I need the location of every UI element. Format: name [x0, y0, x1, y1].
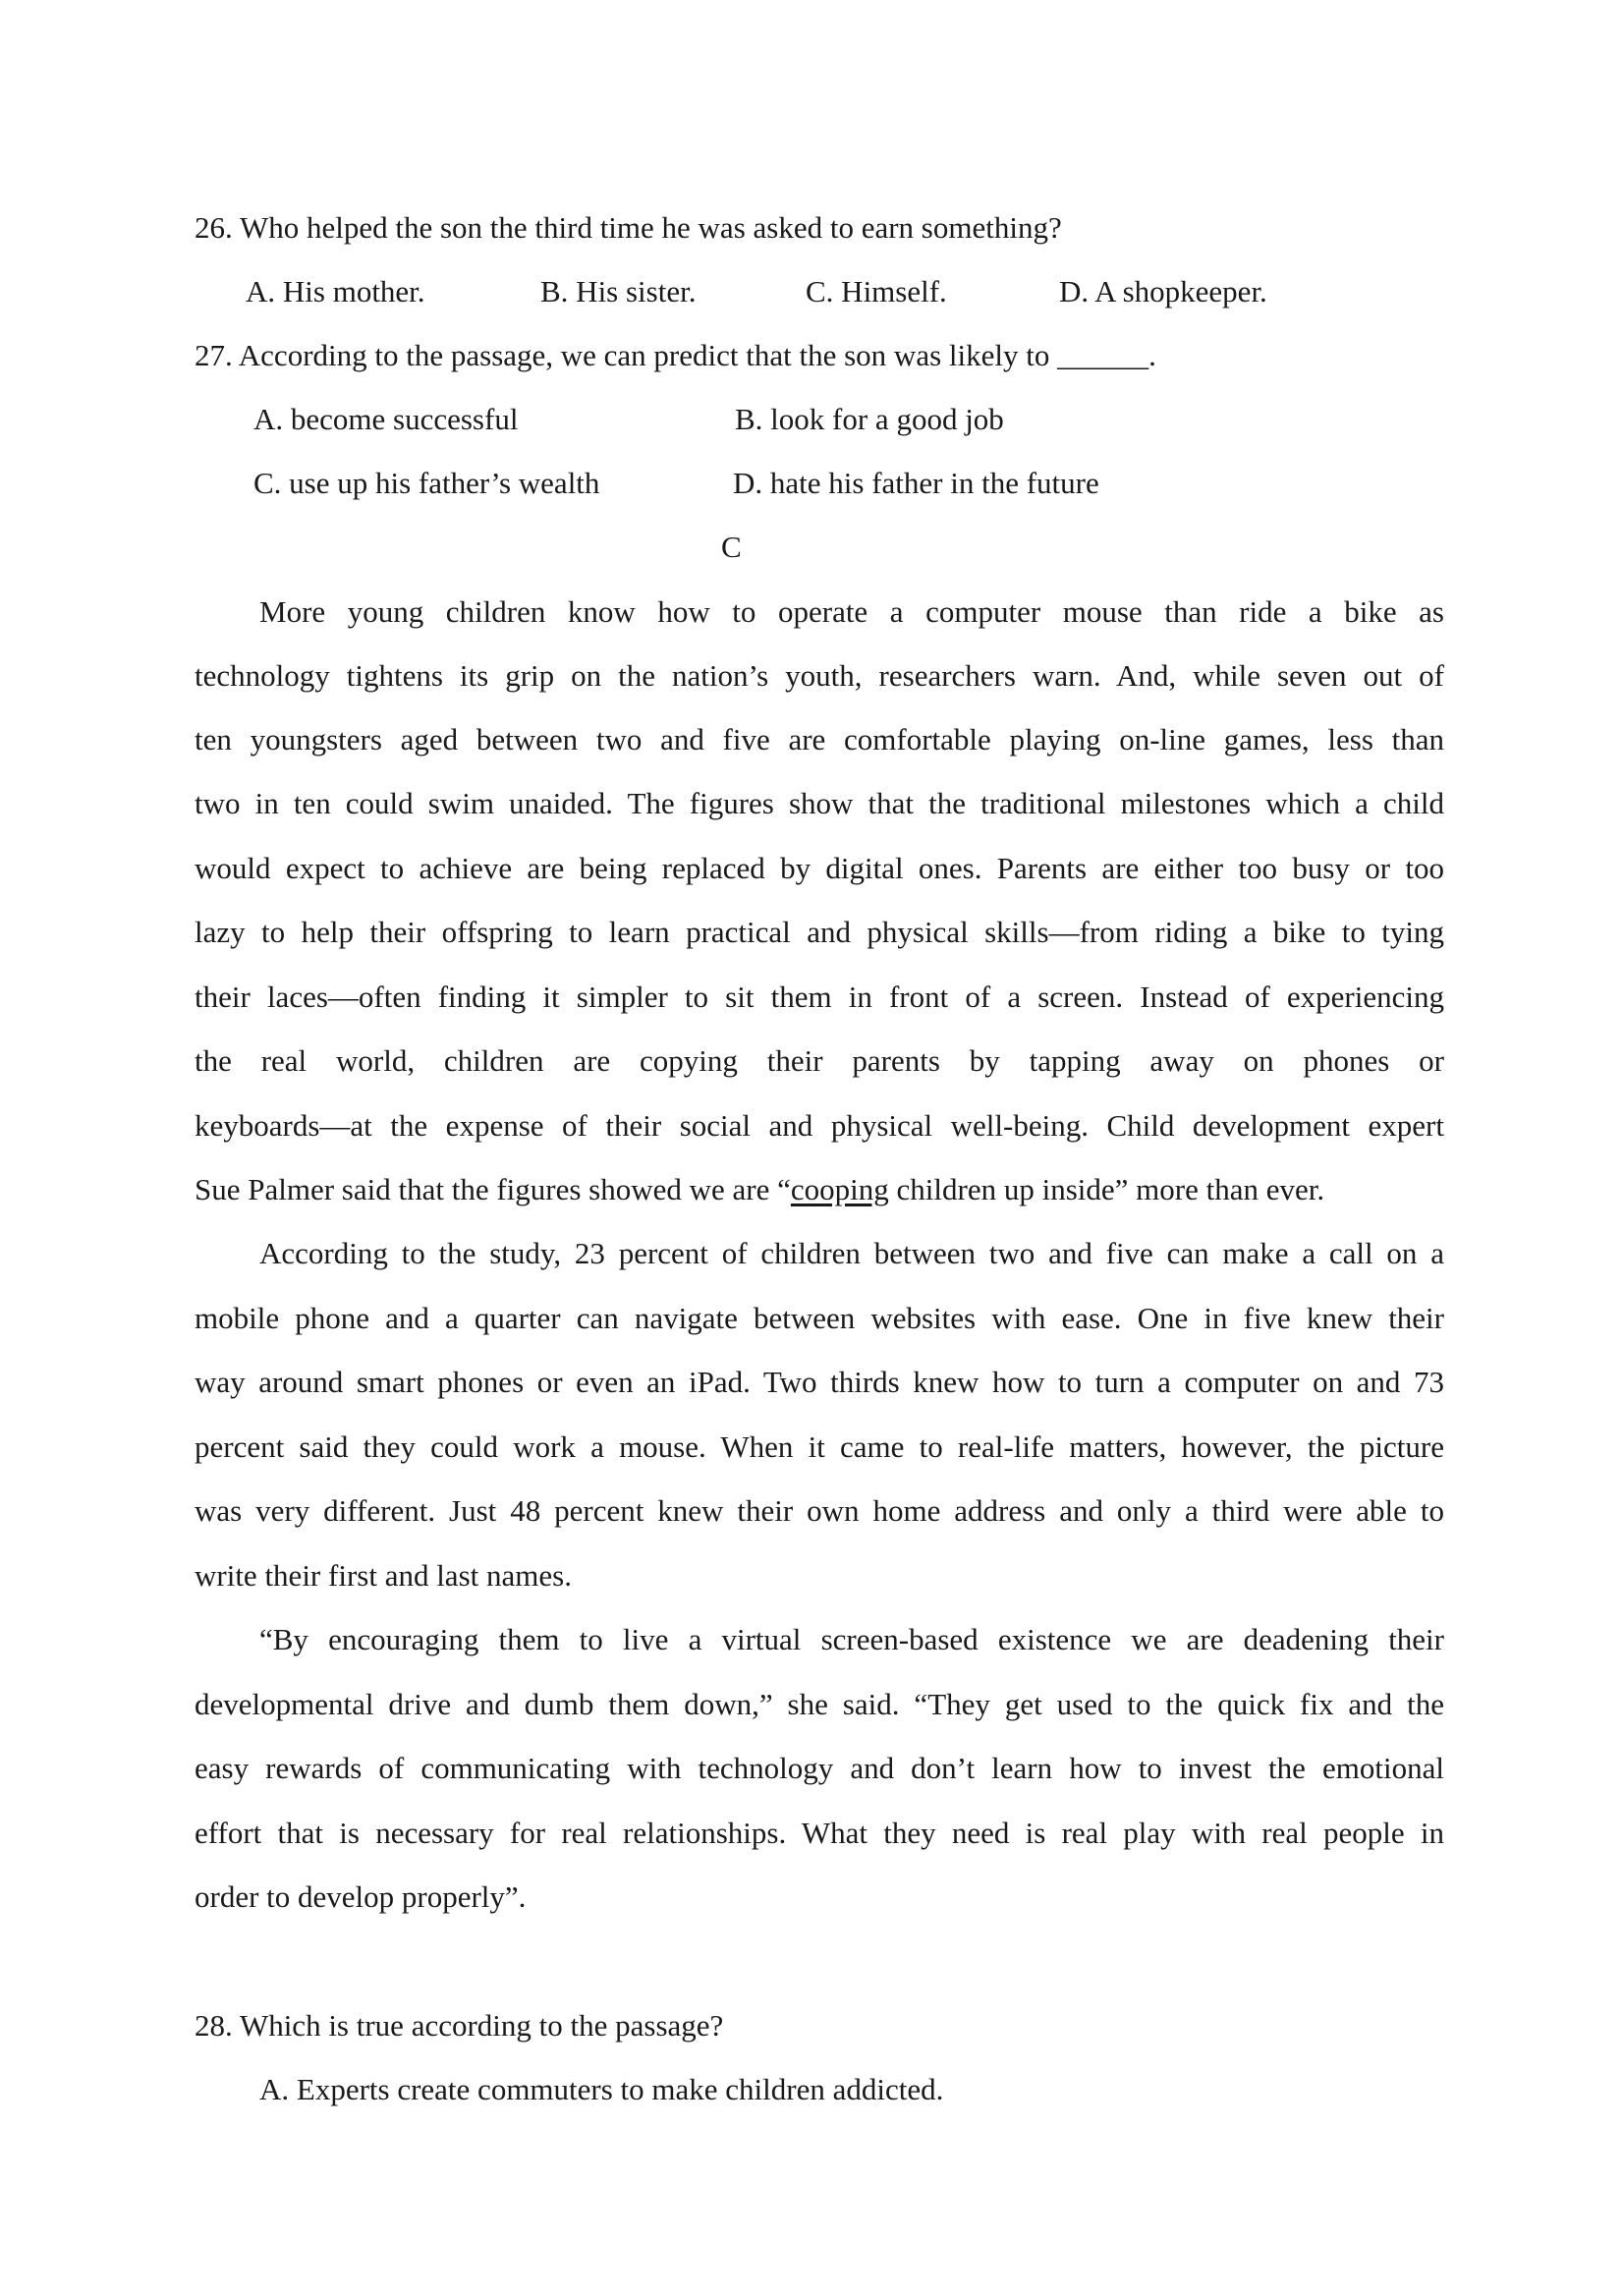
passage-line: their laces—often finding it simpler to sit them in front of a screen. Instead of experiencing: [195, 980, 1444, 1014]
passage-line: More young children know how to operate a computer mouse than ride a bike as: [259, 594, 1444, 629]
passage-text: Sue Palmer said that the figures showed we are “: [195, 1172, 791, 1206]
passage-line: was very different. Just 48 percent knew their own home address and only a third were able to: [195, 1493, 1444, 1528]
passage-line-last: [195, 1170, 1324, 1209]
passage-line: percent said they could work a mouse. When it came to real-life matters, however, the picture: [195, 1429, 1444, 1464]
q28-option-a: A. Experts create commuters to make children addicted.: [259, 2072, 944, 2106]
q27-option-c: C. use up his father’s wealth: [253, 466, 600, 500]
question-27-stem: 27. According to the passage, we can predict that the son was likely to ______.: [195, 338, 1156, 372]
q27-option-d: D. hate his father in the future: [733, 466, 1099, 500]
q27-option-a: A. become successful: [253, 402, 519, 436]
q26-option-a: A. His mother.: [246, 274, 425, 308]
question-26-stem: 26. Who helped the son the third time he was asked to earn something?: [195, 210, 1062, 245]
q26-option-d: D. A shopkeeper.: [1059, 274, 1267, 308]
passage-line: easy rewards of communicating with technology and don’t learn how to invest the emotional: [195, 1751, 1444, 1785]
passage-line: developmental drive and dumb them down,” she said. “They get used to the quick fix and the: [195, 1687, 1444, 1721]
passage-line: “By encouraging them to live a virtual screen-based existence we are deadening their: [259, 1622, 1444, 1656]
passage-line: way around smart phones or even an iPad. Two thirds knew how to turn a computer on and 73: [195, 1365, 1444, 1399]
passage-line: lazy to help their offspring to learn practical and physical skills—from riding a bike to tying: [195, 915, 1444, 949]
passage-text: children up inside” more than ever.: [888, 1172, 1325, 1206]
q27-option-b: B. look for a good job: [735, 402, 1004, 436]
passage-line: mobile phone and a quarter can navigate between websites with ease. One in five knew their: [195, 1301, 1444, 1335]
section-label: C: [721, 530, 742, 564]
passage-line: keyboards—at the expense of their social and physical well-being. Child development expert: [195, 1108, 1444, 1143]
passage-line: effort that is necessary for real relationships. What they need is real play with real people in: [195, 1816, 1444, 1850]
q26-option-c: C. Himself.: [806, 274, 947, 308]
q26-option-b: B. His sister.: [540, 274, 697, 308]
passage-line: two in ten could swim unaided. The figures show that the traditional milestones which a child: [195, 786, 1444, 820]
passage-line: technology tightens its grip on the nation’s youth, researchers warn. And, while seven out of: [195, 658, 1444, 693]
passage-line-last: order to develop properly”.: [195, 1879, 527, 1914]
question-28-stem: 28. Which is true according to the passage?: [195, 2008, 724, 2043]
passage-line: ten youngsters aged between two and five are comfortable playing on-line games, less than: [195, 722, 1444, 756]
underlined-word: cooping: [790, 1172, 889, 1206]
passage-line: would expect to achieve are being replaced by digital ones. Parents are either too busy or too: [195, 851, 1444, 885]
passage-line: According to the study, 23 percent of children between two and five can make a call on a: [259, 1236, 1444, 1270]
passage-line-last: write their first and last names.: [195, 1558, 572, 1593]
passage-line: the real world, children are copying their parents by tapping away on phones or: [195, 1043, 1444, 1078]
